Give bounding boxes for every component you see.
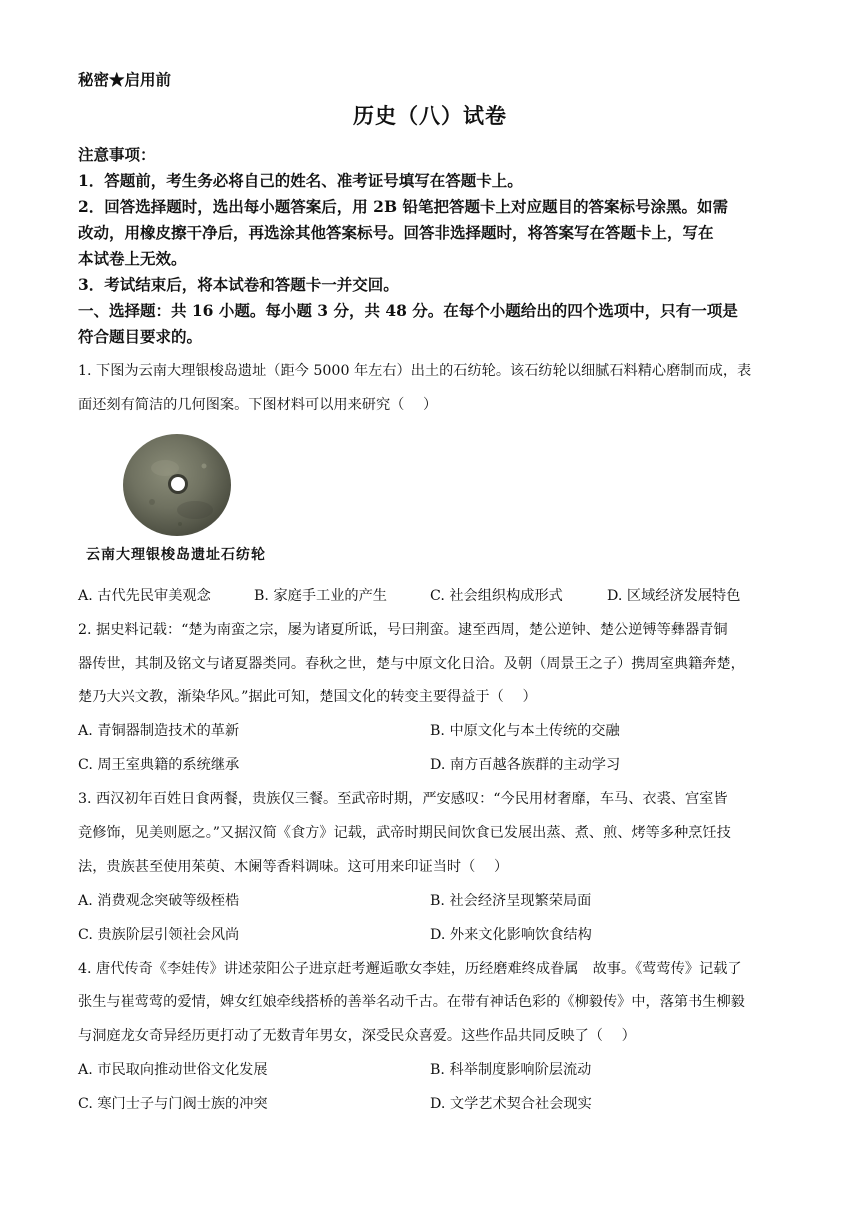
question-4-text: 与洞庭龙女奇异经历更打动了无数青年男女，深受民众喜爱。这些作品共同反映了（ ） <box>78 1028 636 1044</box>
question-4-text: 4. 唐代传奇《李娃传》讲述荥阳公子进京赶考邂逅歌女李娃，历经磨难终成眷属 故事。《莺莺传》记载了 <box>78 961 742 977</box>
notice-item: 本试卷上无效。 <box>78 249 187 268</box>
notice-item: 3．考试结束后，将本试卷和答题卡一并交回。 <box>78 275 399 294</box>
option-a: A. 消费观念突破等级桎梏 <box>78 893 240 909</box>
notice-item: 改动，用橡皮擦干净后，再选涂其他答案标号。回答非选择题时，将答案写在答题卡上，写在 <box>78 223 714 242</box>
question-3-text: 竞修饰，见美则愿之。”又据汉简《食方》记载，武帝时期民间饮食已发展出蒸、煮、煎、烤等多种烹饪技 <box>78 825 731 841</box>
question-2-text: 2. 据史料记载：“楚为南蛮之宗，屡为诸夏所诋，号曰荆蛮。逮至西周，楚公逆钟、楚公逆镈等彝器青铜 <box>78 622 728 638</box>
notice-item: 2．回答选择题时，选出每小题答案后，用 2B 铅笔把答题卡上对应题目的答案标号涂黑。如需 <box>78 197 728 216</box>
option-c: C. 周王室典籍的系统继承 <box>78 757 240 773</box>
option-d: D. 文学艺术契合社会现实 <box>430 1096 592 1112</box>
question-3-text: 法，贵族甚至使用茱萸、木阑等香料调味。这可用来印证当时（ ） <box>78 859 509 875</box>
question-3-text: 3. 西汉初年百姓日食两餐，贵族仅三餐。至武帝时期，严安感叹：“今民用材奢靡，车马、衣裘、宫室皆 <box>78 791 728 807</box>
question-2-text: 楚乃大兴文教，渐染华风。”据此可知，楚国文化的转变主要得益于（ ） <box>78 689 537 705</box>
option-d: D. 外来文化影响饮食结构 <box>430 927 592 943</box>
option-b: B. 家庭手工业的产生 <box>254 588 387 604</box>
question-1-text: 面还刻有简洁的几何图案。下图材料可以用来研究（ ） <box>78 397 438 413</box>
option-c: C. 寒门士子与门阀士族的冲突 <box>78 1096 268 1112</box>
page-title: 历史（八）试卷 <box>353 103 507 128</box>
notice-item: 1．答题前，考生务必将自己的姓名、准考证号填写在答题卡上。 <box>78 171 523 190</box>
secret-label: 秘密★启用前 <box>78 70 172 89</box>
option-b: B. 科举制度影响阶层流动 <box>430 1062 592 1078</box>
option-d: D. 南方百越各族群的主动学习 <box>430 757 621 773</box>
option-d: D. 区域经济发展特色 <box>607 588 741 604</box>
option-b: B. 社会经济呈现繁荣局面 <box>430 893 592 909</box>
option-b: B. 中原文化与本土传统的交融 <box>430 723 620 739</box>
option-a: A. 青铜器制造技术的革新 <box>78 723 240 739</box>
image-caption: 云南大理银梭岛遗址石纺轮 <box>86 547 266 563</box>
question-4-text: 张生与崔莺莺的爱情，婢女红娘牵线搭桥的善举名动千古。在带有神话色彩的《柳毅传》中，落第书生柳毅 <box>78 994 745 1010</box>
question-1-text: 1. 下图为云南大理银梭岛遗址（距今 5000 年左右）出土的石纺轮。该石纺轮以细腻石料精心磨制而成，表 <box>78 363 752 379</box>
section-heading-cont: 符合题目要求的。 <box>78 327 203 346</box>
section-heading: 一、选择题：共 16 小题。每小题 3 分，共 48 分。在每个小题给出的四个选项中，只有一项是 <box>78 301 738 320</box>
question-2-text: 器传世，其制及铭文与诸夏器类同。春秋之世，楚与中原文化日洽。及朝（周景王之子）携周室典籍奔楚， <box>78 656 745 672</box>
option-c: C. 贵族阶层引领社会风尚 <box>78 927 240 943</box>
option-c: C. 社会组织构成形式 <box>430 588 563 604</box>
option-a: A. 古代先民审美观念 <box>78 588 211 604</box>
stone-spindle-whorl-image <box>120 432 232 544</box>
notice-heading: 注意事项： <box>78 145 156 164</box>
option-a: A. 市民取向推动世俗文化发展 <box>78 1062 268 1078</box>
